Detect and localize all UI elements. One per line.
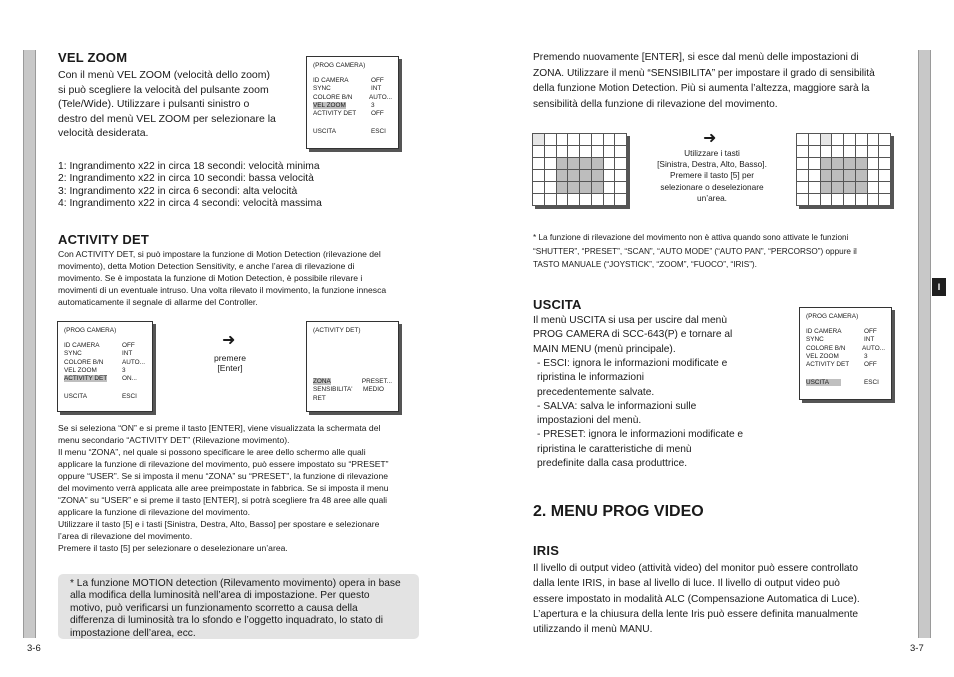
- grid-cell: [533, 158, 545, 170]
- grid-cell: [821, 146, 833, 158]
- grid-cell: [868, 182, 880, 194]
- grid-cell: [844, 134, 856, 146]
- activity-det-body: Se si seleziona “ON” e si preme il tasto [ENTER], viene visualizzata la schermata del menu secondario “ACTIVITY DET” (Rilevazione movimento). Il menu “ZONA”, nel quale si possono specificare le aree dello schermo alle quali applicare la funzione di rilevazione del movimento, può essere impostato su “PRESET” oppure “USER”. Se si imposta il menu “ZONA” su “PRESET”, la funzione di rilevazione del movimento verrà applicata alle aree preimpostate in fabbrica. Se si imposta il menu “ZONA” su “USER” e si preme il tasto [ENTER], si potrà scegliere fra 48 aree alle quali applicare la funzione di rilevazione del movimento. Utilizzare il tasto [5] e i tasti [Sinistra, Destra, Alto, Basso] per spostare e selezionare l’area di rilevazione del movimento. Premere il tasto [5] per selezionare o deselezionare un’area.: [58, 423, 389, 553]
- arrow-right-icon: ➜: [703, 130, 717, 147]
- grid-cell: [797, 194, 809, 206]
- grid-cell: [832, 182, 844, 194]
- osd-value: 3: [122, 366, 126, 374]
- osd-key: ID CAMERA: [313, 77, 349, 85]
- osd-key-selected: ZONA: [313, 378, 331, 386]
- grid-cell: [879, 170, 891, 182]
- grid-cell: [545, 170, 557, 182]
- grid-cell: [868, 134, 880, 146]
- grid-cell: [832, 194, 844, 206]
- osd-title: (PROG CAMERA): [806, 313, 859, 320]
- grid-cell: [545, 146, 557, 158]
- osd-value: ESCI: [864, 379, 879, 387]
- grid-cell: [832, 146, 844, 158]
- grid-cell: [797, 170, 809, 182]
- grid-cell: [868, 146, 880, 158]
- uscita-intro: Il menù USCITA si usa per uscire dal menù PROG CAMERA di SCC-643(P) e tornare al MAIN MENU (menù principale).: [533, 315, 733, 355]
- grid-cell: [592, 134, 604, 146]
- grid-cell: [797, 146, 809, 158]
- grid-cell: [557, 170, 569, 182]
- osd-footer: [64, 393, 146, 401]
- osd-value: ON...: [122, 375, 137, 383]
- osd-value: INT: [371, 85, 382, 93]
- grid-cell: [844, 170, 856, 182]
- grid-cell: [615, 158, 627, 170]
- osd-key: VEL ZOOM: [64, 366, 97, 374]
- grid-cell: [580, 170, 592, 182]
- grid-cell: [832, 170, 844, 182]
- osd-footer: [313, 128, 392, 136]
- grid-cell: [592, 146, 604, 158]
- grid-cell: [545, 158, 557, 170]
- grid-cell: [856, 134, 868, 146]
- grid-cell: [879, 134, 891, 146]
- grid-cell: [821, 134, 833, 146]
- osd-key: SYNC: [313, 85, 331, 93]
- left-margin-bar: [23, 50, 36, 638]
- grid-cell: [580, 194, 592, 206]
- arrow-right-icon: ➜: [222, 332, 236, 349]
- grid-cell: [868, 170, 880, 182]
- osd-row: [64, 342, 146, 350]
- motion-inactive-note: * La funzione di rilevazione del movimento non è attiva quando sono attivate le funzioni “SHUTTER”, “PRESET”, “SCAN”, “AUTO MODE” (“AUTO PAN”, “PERCORSO”) oppure il TASTO MANUALE (“JOYSTICK”, “ZOOM”, “FUOCO”, “IRIS”).: [533, 233, 857, 270]
- osd-key: COLORE B/N: [64, 358, 104, 366]
- osd-value: 3: [864, 352, 868, 360]
- list-item: - PRESET: ignora le informazioni modificate e ripristina le caratteristiche di menù predefinite dalla casa produttrice.: [537, 429, 744, 470]
- grid-cell: [879, 194, 891, 206]
- osd-row: [806, 353, 885, 361]
- grid-cell: [604, 146, 616, 158]
- grid-cell: [809, 194, 821, 206]
- grid-cell: [809, 158, 821, 170]
- osd-row: [806, 336, 885, 344]
- grid-cell: [615, 134, 627, 146]
- osd-key: ID CAMERA: [806, 328, 842, 336]
- osd-row: [64, 375, 146, 383]
- osd-row: [64, 359, 146, 367]
- press-enter-label: premere [Enter]: [214, 353, 246, 373]
- list-item: 1: Ingrandimento x22 in circa 18 secondi: velocità minima: [58, 161, 320, 172]
- osd-key: SENSIBILITA': [313, 386, 353, 394]
- osd-row: [313, 386, 392, 394]
- vel-zoom-osd: [306, 56, 399, 149]
- grid-cell: [832, 158, 844, 170]
- grid-caption: Utilizzare i tasti [Sinistra, Destra, Alto, Basso]. Premere il tasto [5] per selezionare o deselezionare un’area.: [657, 148, 767, 203]
- osd-row: [313, 85, 392, 93]
- page-number-right: 3-7: [910, 643, 924, 654]
- grid-cell: [545, 194, 557, 206]
- osd-row: [313, 94, 392, 102]
- iris-heading: IRIS: [533, 543, 560, 558]
- grid-cell: [797, 158, 809, 170]
- grid-cell: [557, 194, 569, 206]
- osd-value: INT: [864, 336, 875, 344]
- list-item: - ESCI: ignora le informazioni modificate e ripristina le informazioni precedentemente salvate.: [537, 358, 728, 398]
- osd-key: ACTIVITY DET: [806, 361, 850, 369]
- osd-row: [313, 102, 392, 110]
- grid-cell: [580, 182, 592, 194]
- grid-cell: [821, 194, 833, 206]
- grid-cell: [592, 194, 604, 206]
- activity-det-submenu-osd: [306, 321, 399, 412]
- osd-row: [313, 378, 392, 386]
- grid-cell: [604, 134, 616, 146]
- osd-row: [806, 328, 885, 336]
- osd-key-selected: USCITA: [806, 379, 841, 386]
- osd-key: COLORE B/N: [806, 344, 846, 352]
- grid-cell: [797, 182, 809, 194]
- grid-cell: [533, 146, 545, 158]
- menu-prog-video-title: 2. MENU PROG VIDEO: [533, 503, 704, 520]
- grid-cell: [868, 158, 880, 170]
- grid-cell: [856, 170, 868, 182]
- grid-cell: [604, 170, 616, 182]
- section-tab: I: [932, 278, 946, 296]
- osd-footer: [806, 379, 885, 387]
- grid-cell: [580, 146, 592, 158]
- zone-grid-after: [796, 133, 891, 206]
- grid-cell: [580, 158, 592, 170]
- grid-cell: [557, 146, 569, 158]
- osd-key: ACTIVITY DET: [313, 110, 357, 118]
- osd-row: [64, 367, 146, 375]
- vel-zoom-speed-list: [58, 161, 388, 210]
- osd-value: AUTO...: [369, 93, 392, 101]
- osd-value: INT: [122, 350, 133, 358]
- grid-cell: [580, 134, 592, 146]
- activity-osd-before: [57, 321, 153, 412]
- grid-cell: [592, 158, 604, 170]
- osd-title: (ACTIVITY DET): [313, 327, 361, 334]
- grid-cell: [615, 146, 627, 158]
- grid-cell: [809, 170, 821, 182]
- grid-cell: [568, 134, 580, 146]
- grid-cell: [533, 194, 545, 206]
- grid-cell: [604, 182, 616, 194]
- grid-cell: [545, 134, 557, 146]
- osd-key: USCITA: [313, 128, 336, 136]
- activity-det-intro: Con ACTIVITY DET, si può impostare la funzione di Motion Detection (rilevazione del movimento), detta Motion Detection Sensitivity, e anche l’area di rilevazione di movimento. Se è impostata la funzione di Motion Detection, è possibile rilevare i movimenti di un eventuale intruso. Una volta rilevato il movimento, la funzione innesca automaticamente il segnale di allarme del Controller.: [58, 249, 387, 307]
- list-item: 3: Ingrandimento x22 in circa 6 secondi: alta velocità: [58, 185, 298, 197]
- grid-cell: [856, 146, 868, 158]
- grid-cell: [568, 158, 580, 170]
- iris-body: Il livello di output video (attività video) del monitor può essere controllato dalla lente IRIS, in base al livello di luce. Il livello di output video può essere impostato in modalità ALC (Compensazione Automatica di Luce). L’apertura e la chiusura della lente Iris può essere definita manualmente utilizzando il menù MANU.: [533, 563, 860, 636]
- grid-cell: [844, 194, 856, 206]
- osd-title: (PROG CAMERA): [313, 62, 366, 69]
- osd-value: MEDIO: [363, 386, 384, 394]
- grid-cell: [797, 134, 809, 146]
- grid-cell: [856, 194, 868, 206]
- grid-cell: [592, 170, 604, 182]
- page-number-left: 3-6: [27, 643, 41, 654]
- osd-value: ESCI: [122, 393, 137, 401]
- grid-cell: [615, 194, 627, 206]
- uscita-osd: [799, 307, 892, 400]
- osd-title: (PROG CAMERA): [64, 327, 117, 334]
- grid-cell: [568, 146, 580, 158]
- osd-value: OFF: [864, 328, 877, 336]
- grid-cell: [615, 170, 627, 182]
- zone-grid-before: [532, 133, 627, 206]
- osd-value: OFF: [122, 342, 135, 350]
- osd-key: VEL ZOOM: [806, 352, 839, 360]
- grid-cell: [879, 146, 891, 158]
- osd-key: COLORE B/N: [313, 93, 353, 101]
- osd-key: USCITA: [64, 393, 87, 401]
- grid-cell: [809, 146, 821, 158]
- osd-value: AUTO...: [122, 358, 145, 366]
- grid-cell: [809, 182, 821, 194]
- osd-value: AUTO...: [862, 344, 885, 352]
- osd-key: RET: [313, 394, 326, 402]
- grid-cell: [879, 182, 891, 194]
- right-margin-bar: [918, 50, 931, 638]
- grid-cell: [604, 194, 616, 206]
- osd-row: [313, 395, 392, 403]
- grid-cell: [568, 194, 580, 206]
- grid-cell: [844, 158, 856, 170]
- osd-value: PRESET...: [361, 378, 392, 386]
- osd-value: 3: [371, 101, 375, 109]
- osd-value: OFF: [371, 77, 384, 85]
- list-item: 2: Ingrandimento x22 in circa 10 secondi: bassa velocità: [58, 173, 314, 185]
- grid-cell: [615, 182, 627, 194]
- list-item: - SALVA: salva le informazioni sulle impostazioni del menù.: [537, 400, 697, 427]
- osd-row: [313, 110, 392, 118]
- osd-value: OFF: [864, 361, 877, 369]
- osd-value: ESCI: [371, 128, 386, 136]
- osd-key-selected: ACTIVITY DET: [64, 375, 108, 383]
- grid-cell: [592, 182, 604, 194]
- uscita-heading: USCITA: [533, 297, 582, 312]
- motion-detection-note: * La funzione MOTION detection (Rilevamento movimento) opera in base alla modifica della luminosità nell’area di impostazione. Per questo motivo, può verificarsi un funzionamento scorretto a causa della differenza di luminosità tra lo sfondo e l’oggetto inquadrato, lo stato di impostazione dell’area, ecc.: [58, 574, 419, 639]
- vel-zoom-heading: VEL ZOOM: [58, 50, 128, 65]
- osd-key: ID CAMERA: [64, 342, 100, 350]
- grid-cell: [568, 170, 580, 182]
- grid-cell: [604, 158, 616, 170]
- grid-cell: [557, 158, 569, 170]
- grid-cell: [844, 182, 856, 194]
- grid-cell: [545, 182, 557, 194]
- osd-key: SYNC: [806, 336, 824, 344]
- osd-row: [806, 361, 885, 369]
- osd-row: [313, 77, 392, 85]
- grid-cell: [821, 170, 833, 182]
- zone-exit-paragraph: Premendo nuovamente [ENTER], si esce dal menù delle impostazioni di ZONA. Utilizzare il menù “SENSIBILITA” per impostare il grado di sensibilità della funzione Motion Detection. Più si aumenta l’altezza, maggiore sarà la sensibilità della funzione di rilevazione del movimento.: [533, 52, 875, 110]
- osd-row: [64, 350, 146, 358]
- osd-key: SYNC: [64, 350, 82, 358]
- osd-row: [806, 345, 885, 353]
- grid-cell: [821, 158, 833, 170]
- grid-cell: [856, 158, 868, 170]
- grid-cell: [879, 158, 891, 170]
- uscita-options-list: [537, 357, 787, 471]
- activity-det-heading: ACTIVITY DET: [58, 232, 150, 247]
- vel-zoom-intro: Con il menù VEL ZOOM (velocità dello zoom) si può scegliere la velocità del pulsante zoom (Tele/Wide). Utilizzare i pulsanti sinistro o destro del menù VEL ZOOM per selezionare la velocità desiderata.: [58, 69, 276, 139]
- grid-cell: [533, 170, 545, 182]
- grid-cell: [568, 182, 580, 194]
- grid-cell: [533, 134, 545, 146]
- osd-value: OFF: [371, 110, 384, 118]
- grid-cell: [844, 146, 856, 158]
- grid-cell: [821, 182, 833, 194]
- osd-key-selected: VEL ZOOM: [313, 101, 346, 109]
- grid-cell: [809, 134, 821, 146]
- grid-cell: [832, 134, 844, 146]
- grid-cell: [533, 182, 545, 194]
- grid-cell: [868, 194, 880, 206]
- grid-cell: [557, 134, 569, 146]
- grid-cell: [557, 182, 569, 194]
- list-item: 4: Ingrandimento x22 in circa 4 secondi: velocità massima: [58, 197, 322, 209]
- grid-cell: [856, 182, 868, 194]
